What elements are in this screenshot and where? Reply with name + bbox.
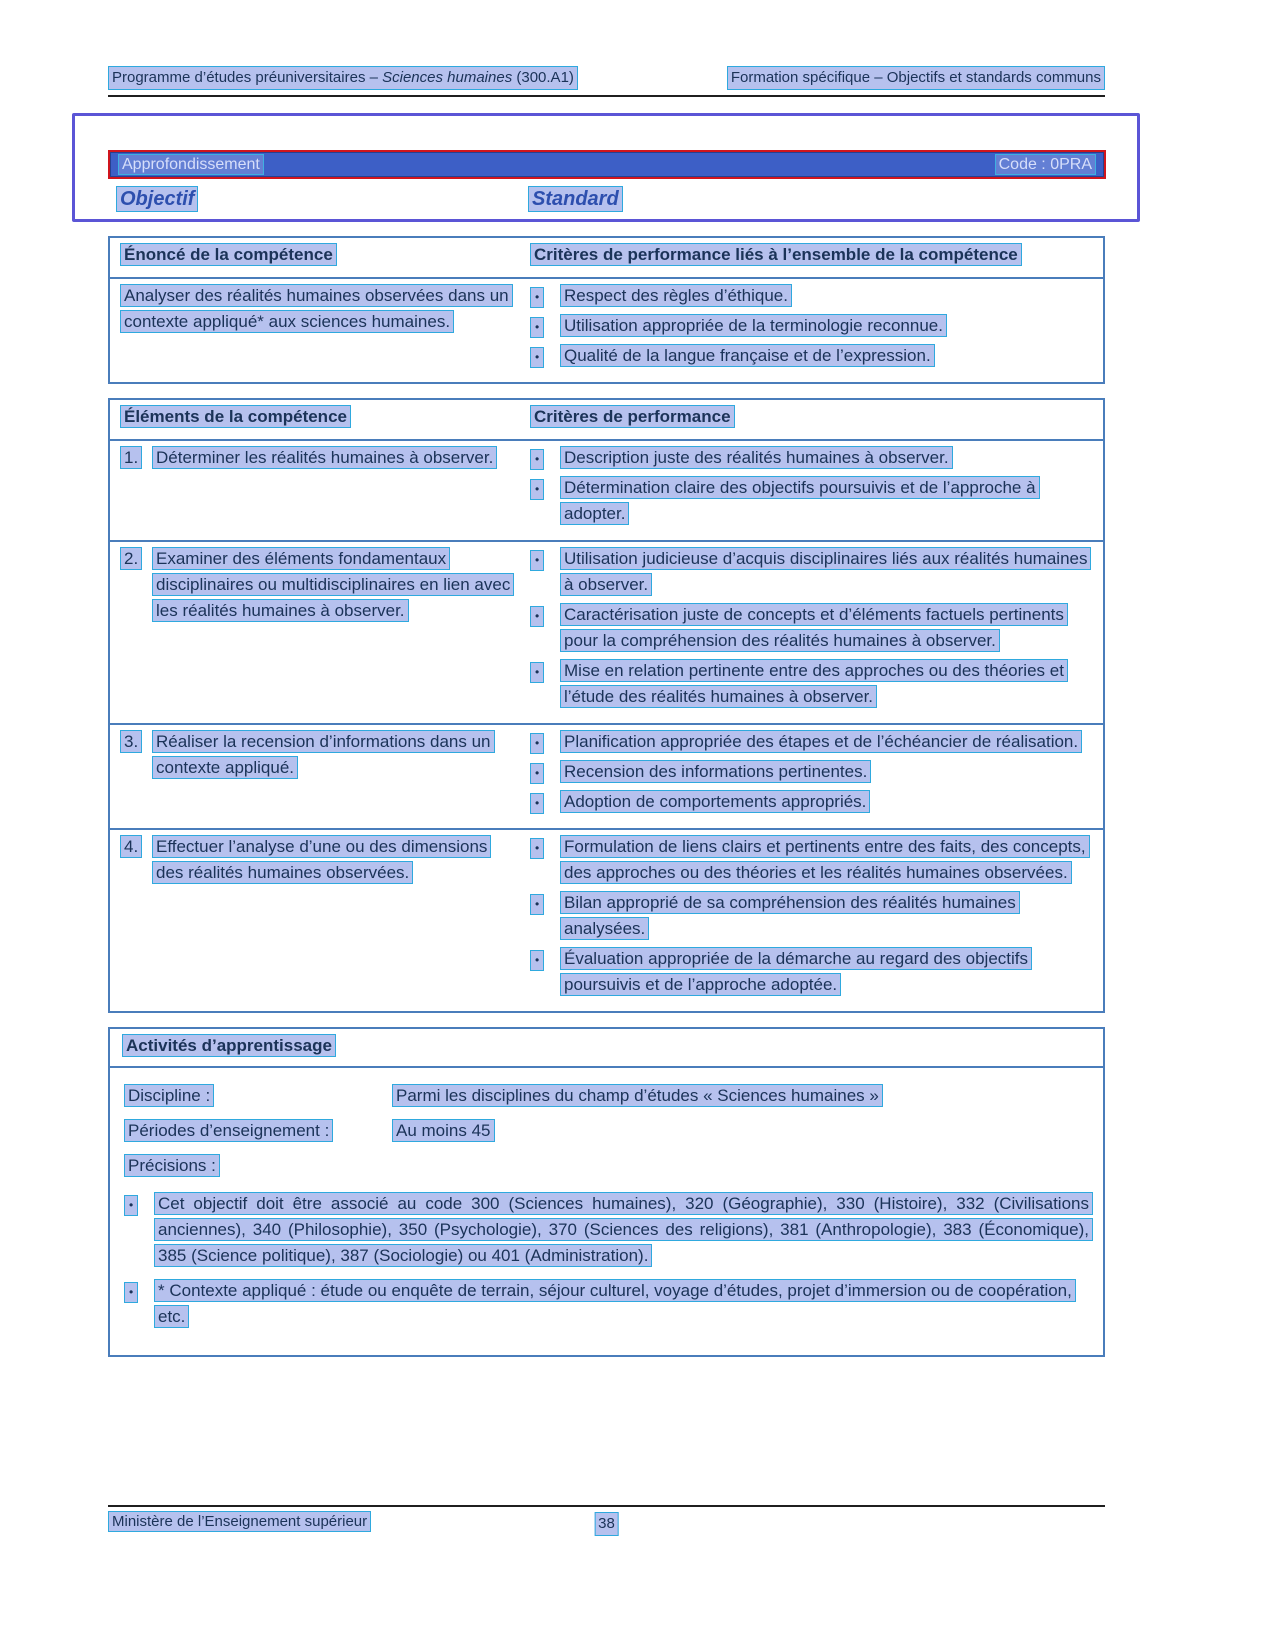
criterion-text: Description juste des réalités humaines à observer. xyxy=(560,445,1095,471)
periods-label: Périodes d’enseignement : xyxy=(124,1118,392,1144)
criterion-text: Évaluation appropriée de la démarche au regard des objectifs poursuivis et de l’approche adoptée. xyxy=(560,946,1095,998)
objectif-heading-slot xyxy=(116,188,528,211)
objective-title-bar xyxy=(110,152,1104,177)
element-text: Effectuer l’analyse d’une ou des dimensions des réalités humaines observées. xyxy=(152,834,514,886)
bullet-icon: • xyxy=(530,793,544,814)
periods-row xyxy=(124,1118,1093,1144)
competence-table xyxy=(108,236,1105,384)
element-statement xyxy=(120,546,514,624)
footer-ministry: Ministère de l’Enseignement supérieur xyxy=(108,1511,371,1532)
competence-statement: Analyser des réalités humaines observées dans un contexte appliqué* aux sciences humaines. xyxy=(120,283,514,335)
precisions-row xyxy=(124,1153,1093,1179)
footer-rule xyxy=(108,1505,1105,1507)
criterion-text: Mise en relation pertinente entre des approches ou des théories et l’étude des réalités humaines à observer. xyxy=(560,658,1095,710)
note-text: Cet objectif doit être associé au code 300 (Sciences humaines), 320 (Géographie), 330 (Histoire), 332 (Civilisations anciennes), 340 (Philosophie), 350 (Psychologie), 370 (Sciences des religions), 381 (Anthropologie), 383 (Économique), 385 (Science politique), 387 (Sociologie) ou 401 (Administration). xyxy=(154,1191,1093,1269)
element-text: Examiner des éléments fondamentaux disciplinaires ou multidisciplinaires en lien avec les réalités humaines à observer. xyxy=(152,546,514,624)
activities-header-row xyxy=(110,1029,1103,1068)
precisions-label: Précisions : xyxy=(124,1153,392,1179)
competence-table-header-row xyxy=(110,238,1103,277)
red-annotation-frame xyxy=(108,150,1106,179)
objective-title: Approfondissement xyxy=(118,154,264,175)
element-number: 1. xyxy=(120,446,142,469)
element-row-1 xyxy=(110,439,1103,540)
standard-heading-slot xyxy=(528,188,1137,211)
criterion-text: Bilan approprié de sa compréhension des réalités humaines analysées. xyxy=(560,890,1095,942)
bullet-icon: • xyxy=(530,763,544,784)
elements-header-left: Éléments de la compétence xyxy=(120,405,351,428)
bullet-icon: • xyxy=(530,662,544,683)
element-row-2 xyxy=(110,540,1103,723)
header-left-prefix: Programme d’études préuniversitaires – xyxy=(112,69,383,86)
bullet-icon: • xyxy=(530,950,544,971)
bullet-icon: • xyxy=(530,550,544,571)
objectif-heading: Objectif xyxy=(116,186,198,212)
criterion-text: Formulation de liens clairs et pertinents entre des faits, des concepts, des approches ou des théories et les réalités humaines observées. xyxy=(560,834,1095,886)
element-number: 4. xyxy=(120,835,142,858)
element-row-3 xyxy=(110,723,1103,828)
element-text: Déterminer les réalités humaines à observer. xyxy=(152,445,514,471)
criterion-item xyxy=(530,789,1095,815)
criterion-item xyxy=(530,283,1095,309)
standard-heading: Standard xyxy=(528,186,623,212)
page-footer xyxy=(108,1500,1105,1532)
element-number: 3. xyxy=(120,730,142,753)
elements-table-header-row xyxy=(110,400,1103,439)
criterion-item xyxy=(530,602,1095,654)
bullet-icon: • xyxy=(124,1195,138,1216)
bullet-icon: • xyxy=(124,1282,138,1303)
criterion-text: Recension des informations pertinentes. xyxy=(560,759,1095,785)
header-left-text xyxy=(108,66,578,90)
column-headings xyxy=(116,188,1137,211)
objective-header-box xyxy=(72,113,1140,222)
header-left-suffix: (300.A1) xyxy=(512,69,574,86)
criterion-text: Utilisation judicieuse d’acquis disciplinaires liés aux réalités humaines à observer. xyxy=(560,546,1095,598)
footer-page-number: 38 xyxy=(594,1512,619,1536)
bullet-icon: • xyxy=(530,479,544,500)
periods-value: Au moins 45 xyxy=(392,1118,1093,1144)
criterion-item xyxy=(530,834,1095,886)
precisions-notes xyxy=(124,1191,1093,1330)
criterion-item xyxy=(530,343,1095,369)
element-row-4 xyxy=(110,828,1103,1011)
note-item xyxy=(124,1191,1093,1269)
header-left-italic: Sciences humaines xyxy=(382,69,513,86)
activities-body xyxy=(110,1068,1103,1355)
discipline-value: Parmi les disciplines du champ d’études « Sciences humaines » xyxy=(392,1083,1093,1109)
activities-title: Activités d’apprentissage xyxy=(122,1034,336,1057)
bullet-icon: • xyxy=(530,449,544,470)
criterion-item xyxy=(530,475,1095,527)
criterion-item xyxy=(530,313,1095,339)
element-text: Réaliser la recension d’informations dans un contexte appliqué. xyxy=(152,729,514,781)
element-statement xyxy=(120,729,514,781)
page-header xyxy=(108,0,1105,90)
element-number: 2. xyxy=(120,547,142,570)
bullet-icon: • xyxy=(530,838,544,859)
criterion-item xyxy=(530,658,1095,710)
criterion-text: Détermination claire des objectifs poursuivis et de l’approche à adopter. xyxy=(560,475,1095,527)
competence-header-left: Énoncé de la compétence xyxy=(120,243,337,266)
criterion-text: Planification appropriée des étapes et de l’échéancier de réalisation. xyxy=(560,729,1095,755)
element-statement xyxy=(120,834,514,886)
criterion-item xyxy=(530,759,1095,785)
elements-header-right: Critères de performance xyxy=(530,405,735,428)
discipline-label: Discipline : xyxy=(124,1083,392,1109)
bullet-icon: • xyxy=(530,894,544,915)
note-text: * Contexte appliqué : étude ou enquête de terrain, séjour culturel, voyage d’études, projet d’immersion ou de coopération, etc. xyxy=(154,1278,1093,1330)
criterion-text: Respect des règles d’éthique. xyxy=(560,283,1095,309)
header-right-text: Formation spécifique – Objectifs et standards communs xyxy=(727,66,1105,90)
bullet-icon: • xyxy=(530,287,544,308)
criterion-text: Utilisation appropriée de la terminologie reconnue. xyxy=(560,313,1095,339)
note-item xyxy=(124,1278,1093,1330)
criterion-item xyxy=(530,890,1095,942)
objective-code: Code : 0PRA xyxy=(995,154,1096,175)
criterion-item xyxy=(530,445,1095,471)
activities-table xyxy=(108,1027,1105,1357)
discipline-row xyxy=(124,1083,1093,1109)
criterion-item xyxy=(530,729,1095,755)
competence-table-body-row xyxy=(110,277,1103,382)
bullet-icon: • xyxy=(530,733,544,754)
elements-table xyxy=(108,398,1105,1013)
bullet-icon: • xyxy=(530,317,544,338)
criterion-text: Adoption de comportements appropriés. xyxy=(560,789,1095,815)
bullet-icon: • xyxy=(530,347,544,368)
criterion-item xyxy=(530,946,1095,998)
bullet-icon: • xyxy=(530,606,544,627)
criterion-text: Qualité de la langue française et de l’expression. xyxy=(560,343,1095,369)
competence-header-right: Critères de performance liés à l’ensemble de la compétence xyxy=(530,243,1022,266)
header-rule xyxy=(108,95,1105,97)
criterion-item xyxy=(530,546,1095,598)
element-statement xyxy=(120,445,514,471)
criterion-text: Caractérisation juste de concepts et d’éléments factuels pertinents pour la compréhension des réalités humaines à observer. xyxy=(560,602,1095,654)
